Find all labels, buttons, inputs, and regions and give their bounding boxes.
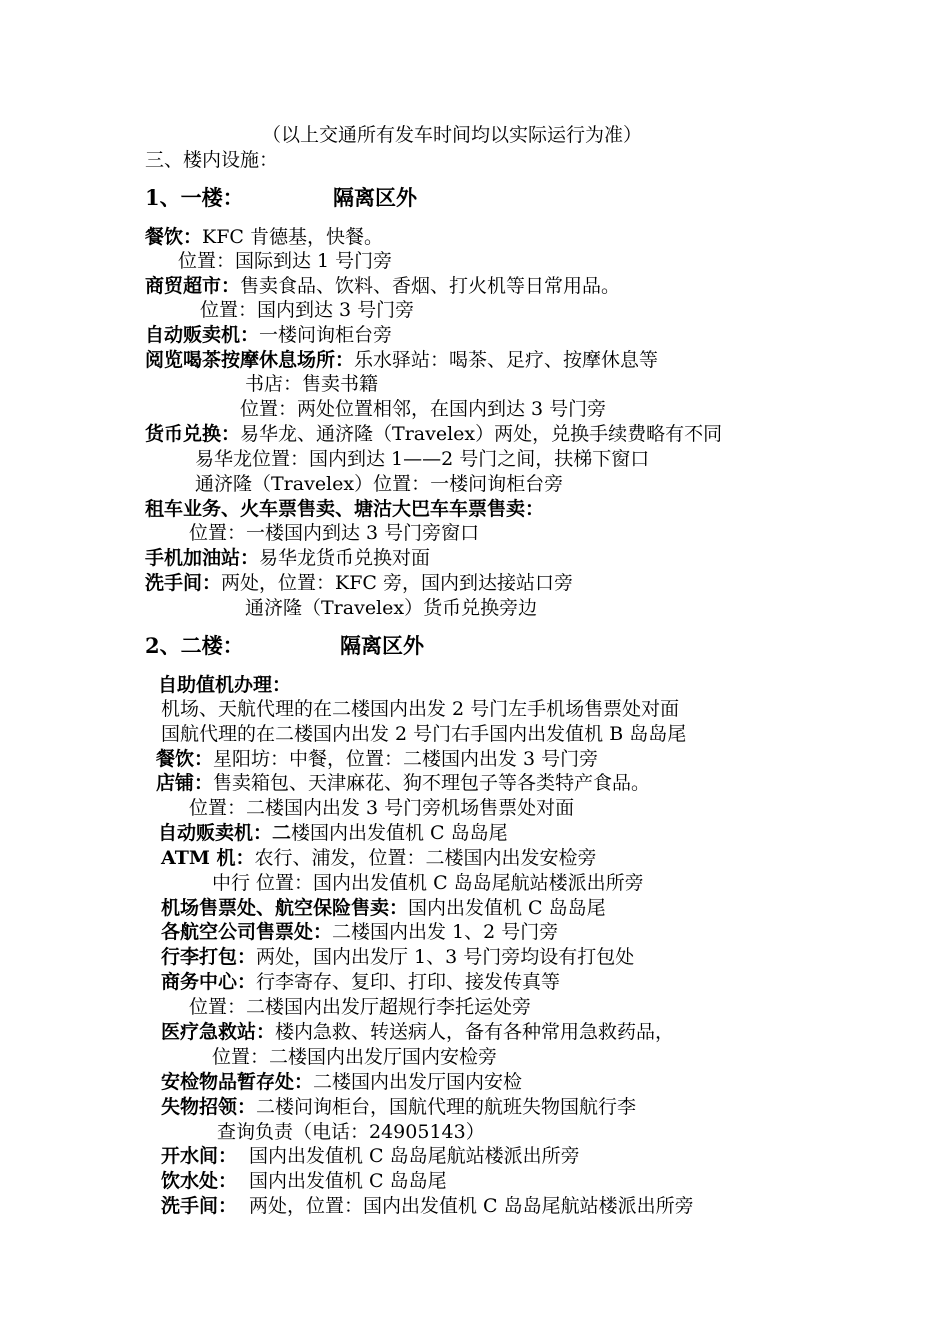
floor2-airline-offices: 各航空公司售票处：二楼国内出发 1、2 号门旁 — [161, 921, 559, 943]
floor2-checkin-2: 国航代理的在二楼国内出发 2 号门右手国内出发值机 B 岛岛尾 — [161, 723, 687, 745]
section-3-title: 三、楼内设施： — [145, 149, 279, 171]
floor2-hot-water: 开水间： 国内出发值机 C 岛岛尾航站楼派出所旁 — [161, 1145, 580, 1167]
floor2-security-storage: 安检物品暂存处：二楼国内出发厅国内安检 — [161, 1071, 523, 1093]
floor2-business-center: 商务中心：行李寄存、复印、打印、接发传真等 — [161, 971, 561, 993]
floor1-restroom: 洗手间：两处，位置：KFC 旁，国内到达接站口旁 — [145, 572, 573, 594]
floor1-rest-location: 位置：两处位置相邻，在国内到达 3 号门旁 — [240, 398, 607, 420]
floor2-self-checkin: 自助值机办理： — [158, 674, 292, 696]
floor1-rest-area: 阅览喝茶按摩休息场所：乐水驿站：喝茶、足疗、按摩休息等 — [145, 349, 659, 371]
floor1-mart: 商贸超市：售卖食品、饮料、香烟、打火机等日常用品。 — [145, 275, 621, 297]
floor1-dining-location: 位置：国际到达 1 号门旁 — [178, 250, 393, 272]
floor1-phone-charging: 手机加油站：易华龙货币兑换对面 — [145, 547, 431, 569]
floor2-baggage-wrap: 行李打包：两处，国内出发厅 1、3 号门旁均设有打包处 — [161, 946, 635, 968]
floor2-medical-location: 位置：二楼国内出发厅国内安检旁 — [212, 1046, 498, 1068]
floor2-heading-label: 2、二楼： — [145, 633, 244, 658]
floor2-restroom: 洗手间： 两处，位置：国内出发值机 C 岛岛尾航站楼派出所旁 — [161, 1195, 694, 1217]
floor2-dining: 餐饮：星阳坊：中餐，位置：二楼国内出发 3 号门旁 — [156, 748, 599, 770]
floor2-heading-area: 隔离区外 — [340, 633, 424, 658]
floor1-rental-location: 位置：一楼国内到达 3 号门旁窗口 — [189, 522, 480, 544]
floor1-exchange-location-1: 易华龙位置：国内到达 1——2 号门之间，扶梯下窗口 — [195, 448, 650, 470]
floor2-shop-location: 位置：二楼国内出发 3 号门旁机场售票处对面 — [189, 797, 575, 819]
floor2-atm-2: 中行 位置：国内出发值机 C 岛岛尾航站楼派出所旁 — [212, 872, 644, 894]
floor1-currency-exchange: 货币兑换：易华龙、通济隆（Travelex）两处，兑换手续费略有不同 — [145, 423, 723, 445]
floor2-shop: 店铺：售卖箱包、天津麻花、狗不理包子等各类特产食品。 — [156, 772, 651, 794]
floor1-exchange-location-2: 通济隆（Travelex）位置：一楼问询柜台旁 — [195, 473, 564, 495]
floor1-heading-label: 1、一楼： — [145, 185, 244, 210]
floor1-heading-area: 隔离区外 — [333, 185, 417, 210]
floor2-lost-found-2: 查询负责（电话：24905143） — [217, 1121, 485, 1143]
transport-note: （以上交通所有发车时间均以实际运行为准） — [262, 124, 643, 146]
floor2-vending: 自动贩卖机：二楼国内出发值机 C 岛岛尾 — [158, 822, 508, 844]
floor1-bookstore: 书店：售卖书籍 — [245, 373, 379, 395]
floor2-atm: ATM 机：农行、浦发，位置：二楼国内出发安检旁 — [161, 847, 597, 869]
floor1-restroom-2: 通济隆（Travelex）货币兑换旁边 — [245, 597, 538, 619]
floor2-medical: 医疗急救站：楼内急救、转送病人，备有各种常用急救药品， — [161, 1021, 675, 1043]
floor1-mart-location: 位置：国内到达 3 号门旁 — [200, 299, 415, 321]
floor2-lost-found: 失物招领：二楼问询柜台，国航代理的航班失物国航行李 — [161, 1096, 637, 1118]
floor1-dining: 餐饮：KFC 肯德基，快餐。 — [145, 226, 383, 248]
floor1-vending: 自动贩卖机：一楼问询柜台旁 — [145, 324, 393, 346]
floor2-business-location: 位置：二楼国内出发厅超规行李托运处旁 — [189, 996, 532, 1018]
floor2-ticket-office: 机场售票处、航空保险售卖：国内出发值机 C 岛岛尾 — [161, 897, 606, 919]
floor2-drinking-water: 饮水处： 国内出发值机 C 岛岛尾 — [161, 1170, 447, 1192]
floor1-rental-tickets: 租车业务、火车票售卖、塘沽大巴车车票售卖： — [145, 498, 545, 520]
floor2-checkin-1: 机场、天航代理的在二楼国内出发 2 号门左手机场售票处对面 — [161, 698, 680, 720]
